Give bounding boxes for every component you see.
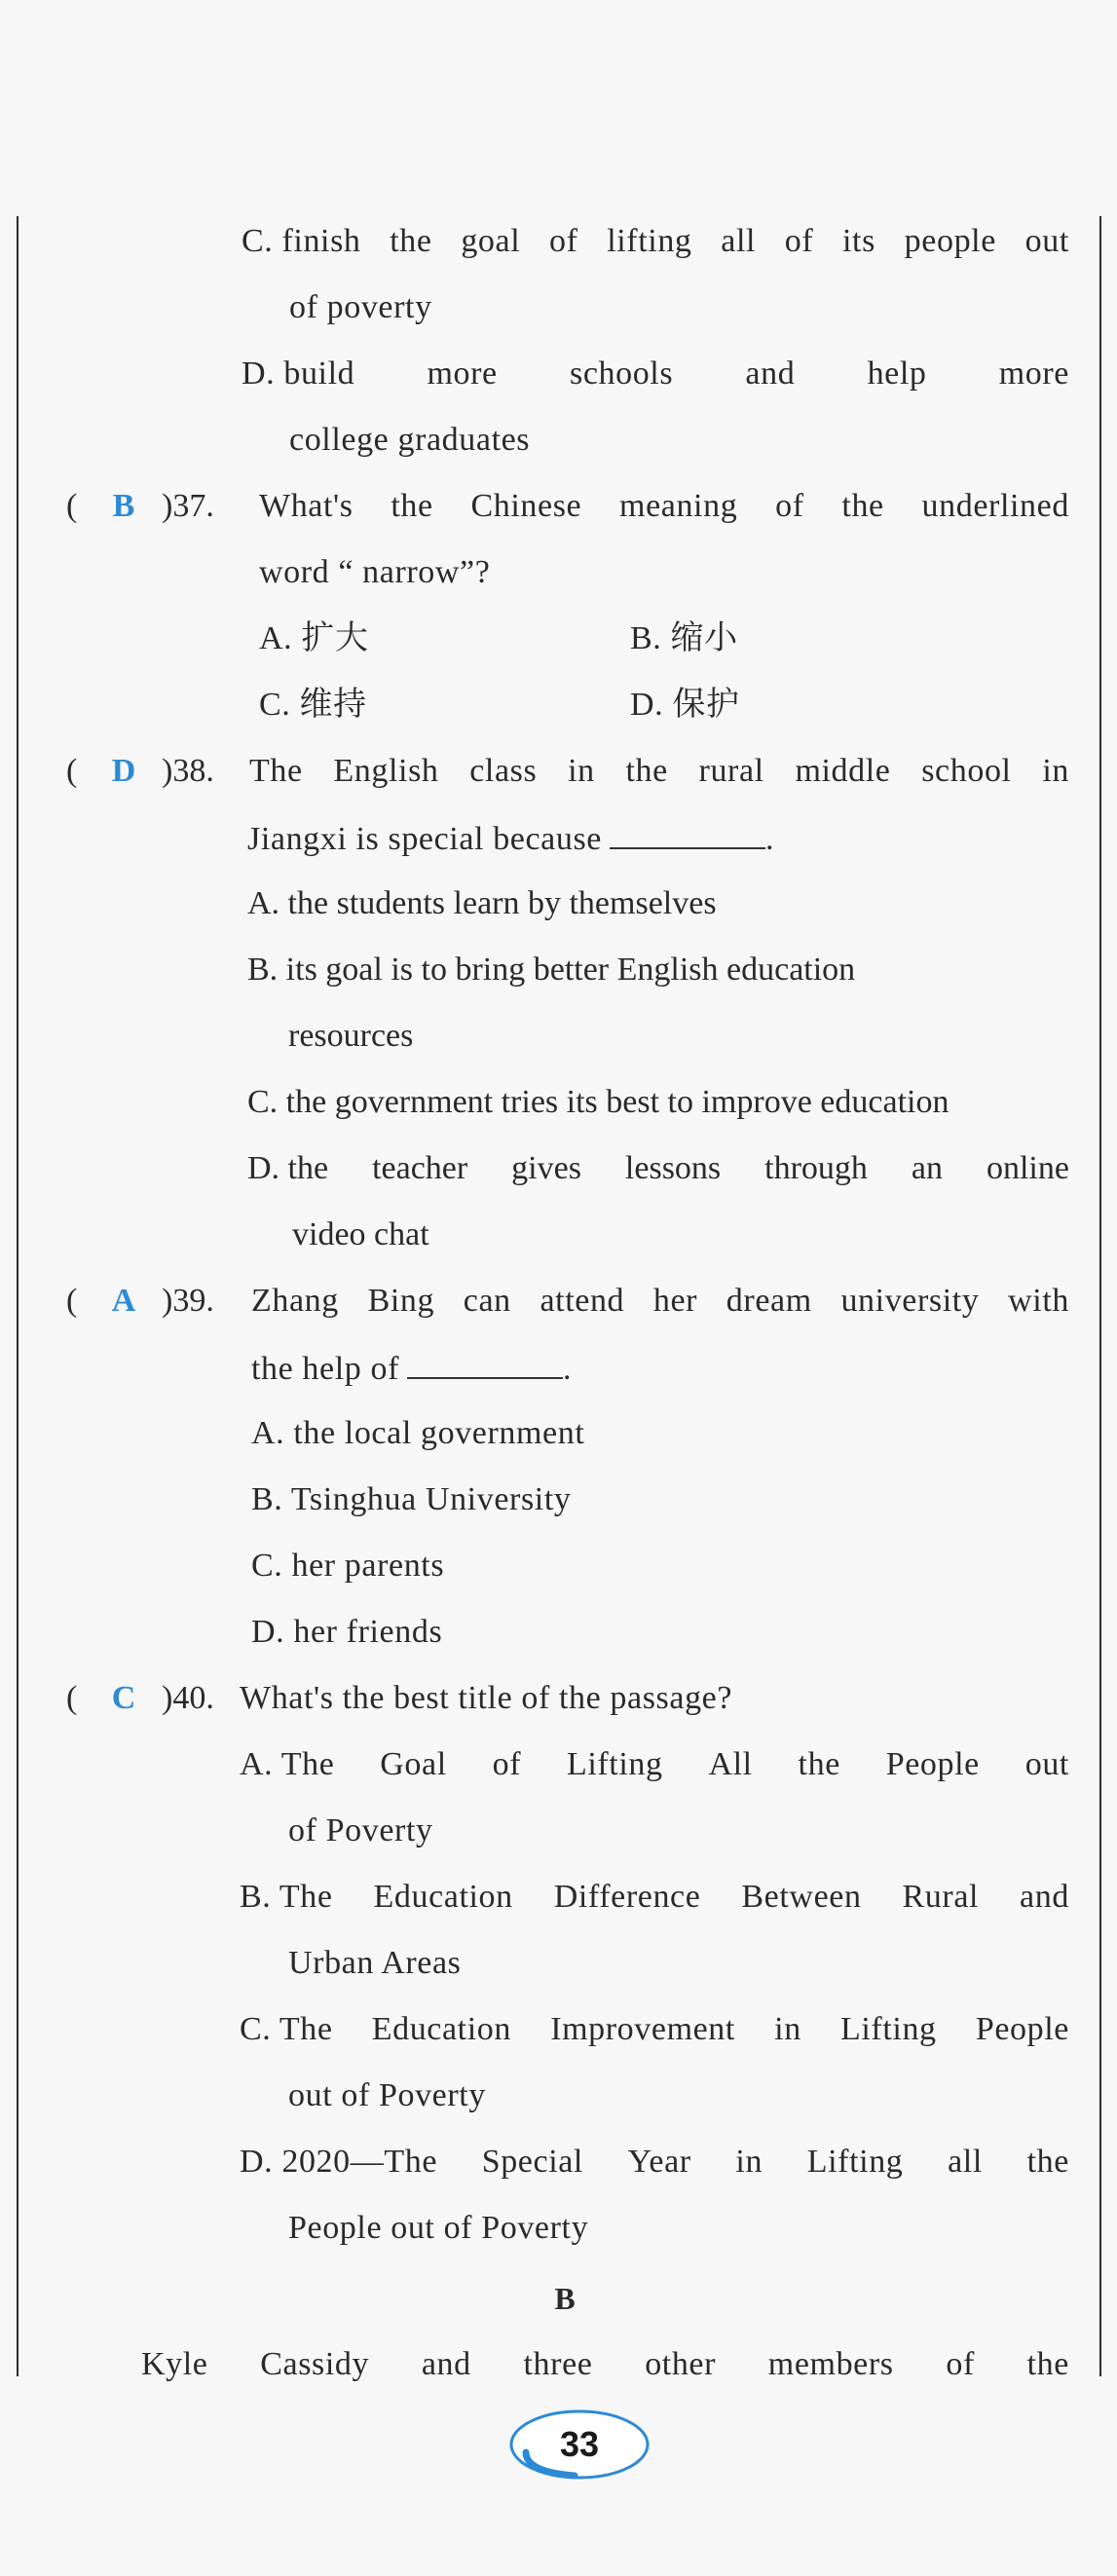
q39-stem-line2: the help of . xyxy=(251,1344,572,1391)
section-b-passage-line1: Kyle Cassidy and three other members of the xyxy=(141,2346,1069,2382)
q37-option-b: B. 缩小 xyxy=(630,620,738,656)
q39-stem-line1: Zhang Bing can attend her dream university with xyxy=(251,1283,1069,1319)
q38-option-b-line2: resources xyxy=(288,1018,414,1054)
q40-option-a-line2: of Poverty xyxy=(288,1812,433,1848)
q39-answer-blank xyxy=(407,1344,563,1379)
q40-option-a-line1: A. The Goal of Lifting All the People out xyxy=(240,1746,1069,1782)
q39-option-b: B. Tsinghua University xyxy=(251,1481,572,1517)
q36-option-c-line1: C. finish the goal of lifting all of its people out xyxy=(242,223,1069,259)
q40-paren-open: ( xyxy=(66,1680,78,1716)
section-b-heading: B xyxy=(554,2281,576,2316)
q38-option-d-line1: D. the teacher gives lessons through an online xyxy=(247,1150,1069,1186)
q37-stem-line1: What's the Chinese meaning of the underlined xyxy=(259,488,1069,524)
q38-stem-line1: The English class in the rural middle school in xyxy=(249,753,1069,789)
q39-option-d: D. her friends xyxy=(251,1614,443,1650)
q39-answer: A xyxy=(111,1283,136,1319)
q37-option-d: D. 保护 xyxy=(630,687,740,723)
q40-option-c-line1: C. The Education Improvement in Lifting People xyxy=(240,2011,1069,2047)
q38-answer: D xyxy=(111,753,136,789)
q40-number: )40. xyxy=(162,1680,214,1716)
q38-answer-blank xyxy=(610,814,765,849)
q39-option-c: C. her parents xyxy=(251,1548,445,1584)
q37-answer: B xyxy=(112,488,135,524)
q38-option-a: A. the students learn by themselves xyxy=(247,885,717,921)
q37-option-c: C. 维持 xyxy=(259,687,367,723)
q40-option-d-line1: D. 2020—The Special Year in Lifting all the xyxy=(240,2144,1069,2180)
q38-option-d-line2: video chat xyxy=(292,1216,429,1252)
q36-option-d-line1: D. build more schools and help more xyxy=(242,355,1069,392)
q40-option-c-line2: out of Poverty xyxy=(288,2077,486,2113)
q37-number: )37. xyxy=(162,488,214,524)
q36-option-d-line2: college graduates xyxy=(289,422,531,458)
q38-option-b-line1: B. its goal is to bring better English education xyxy=(247,952,856,988)
q39-number: )39. xyxy=(162,1283,214,1319)
q38-number: )38. xyxy=(162,753,214,789)
q39-option-a: A. the local government xyxy=(251,1415,585,1451)
q38-stem-line2: Jiangxi is special because . xyxy=(247,814,774,861)
q37-stem-line2: word “ narrow”? xyxy=(259,554,491,590)
q37-option-a: A. 扩大 xyxy=(259,620,369,656)
q40-option-b-line2: Urban Areas xyxy=(288,1945,462,1981)
page-number: 33 xyxy=(559,2424,600,2464)
q40-option-b-line1: B. The Education Difference Between Rural and xyxy=(240,1879,1069,1915)
q38-paren-open: ( xyxy=(66,753,78,789)
q38-option-c: C. the government tries its best to improve education xyxy=(247,1084,949,1120)
q40-option-d-line2: People out of Poverty xyxy=(288,2210,589,2246)
q39-paren-open: ( xyxy=(66,1283,78,1319)
q40-stem: What's the best title of the passage? xyxy=(240,1680,733,1716)
q36-option-c-line2: of poverty xyxy=(289,289,432,325)
q37-paren-open: ( xyxy=(66,488,78,524)
q40-answer: C xyxy=(111,1680,136,1716)
